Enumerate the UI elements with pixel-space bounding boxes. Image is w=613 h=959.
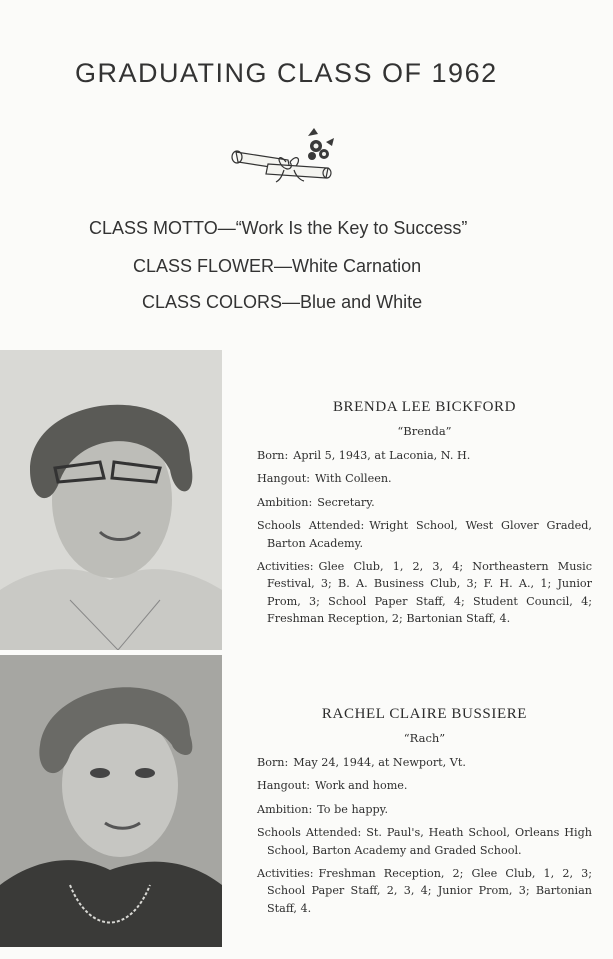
field-value: Secretary. [317,495,375,509]
field-label: Hangout: [257,472,310,486]
field-value: St. Paul's, Heath School, Orleans High School, Barton Academy and Graded School. [267,826,592,857]
field-value: Freshman Reception, 2; Glee Club, 1, 2, 3; School Paper Staff, 2, 3, 4; Junior Prom, 3; Bartonian Staff, 4. [267,866,592,915]
schools-attended-field [257,824,592,859]
student-name: BRENDA LEE BICKFORD [332,399,517,415]
field-label: Born: [257,449,289,463]
field-label: Ambition: [257,495,313,509]
student-name: RACHEL CLAIRE BUSSIERE [321,706,528,722]
activities-field [257,865,592,917]
field-label: Activities: [257,866,314,880]
field-value: Glee Club, 1, 2, 3, 4; Northeastern Music Festival, 3; B. A. Business Club, 3; F. H. A., 1; Junior Prom, 3; School Paper Staff, 4; Student Council, 4; Freshman Reception, 2; Bartonian Staff, 4. [267,559,592,625]
schools-attended-field [257,517,592,552]
ambition-field [257,494,592,511]
field-value: May 24, 1944, at Newport, Vt. [293,756,466,770]
diploma-scroll-icon [228,124,346,184]
field-value: April 5, 1943, at Laconia, N. H. [293,449,471,463]
hangout-field [257,777,592,794]
field-label: Activities: [257,559,314,573]
field-label: Born: [257,756,289,770]
portrait-photo-2 [0,655,222,947]
field-value: Wright School, West Glover Graded, Barton Academy. [267,519,592,550]
student-nickname: “Rach” [403,731,446,746]
field-label: Schools Attended: [257,826,362,840]
class-colors: CLASS COLORS—Blue and White [142,292,423,312]
field-label: Schools Attended: [257,519,365,533]
class-motto: CLASS MOTTO—“Work Is the Key to Success” [89,218,468,238]
class-flower: CLASS FLOWER—White Carnation [133,256,422,276]
portrait-photo-1 [0,350,222,650]
ambition-field [257,801,592,818]
activities-field [257,558,592,627]
student-nickname: “Brenda” [397,424,452,439]
field-value: With Colleen. [315,472,392,486]
field-label: Ambition: [257,802,313,816]
hangout-field [257,470,592,487]
field-value: To be happy. [317,802,389,816]
student-entry [257,703,592,923]
born-field [257,447,592,464]
field-label: Hangout: [257,779,310,793]
field-value: Work and home. [315,779,408,793]
student-entry [257,396,592,633]
page-title: GRADUATING CLASS OF 1962 [75,58,498,88]
born-field [257,754,592,771]
